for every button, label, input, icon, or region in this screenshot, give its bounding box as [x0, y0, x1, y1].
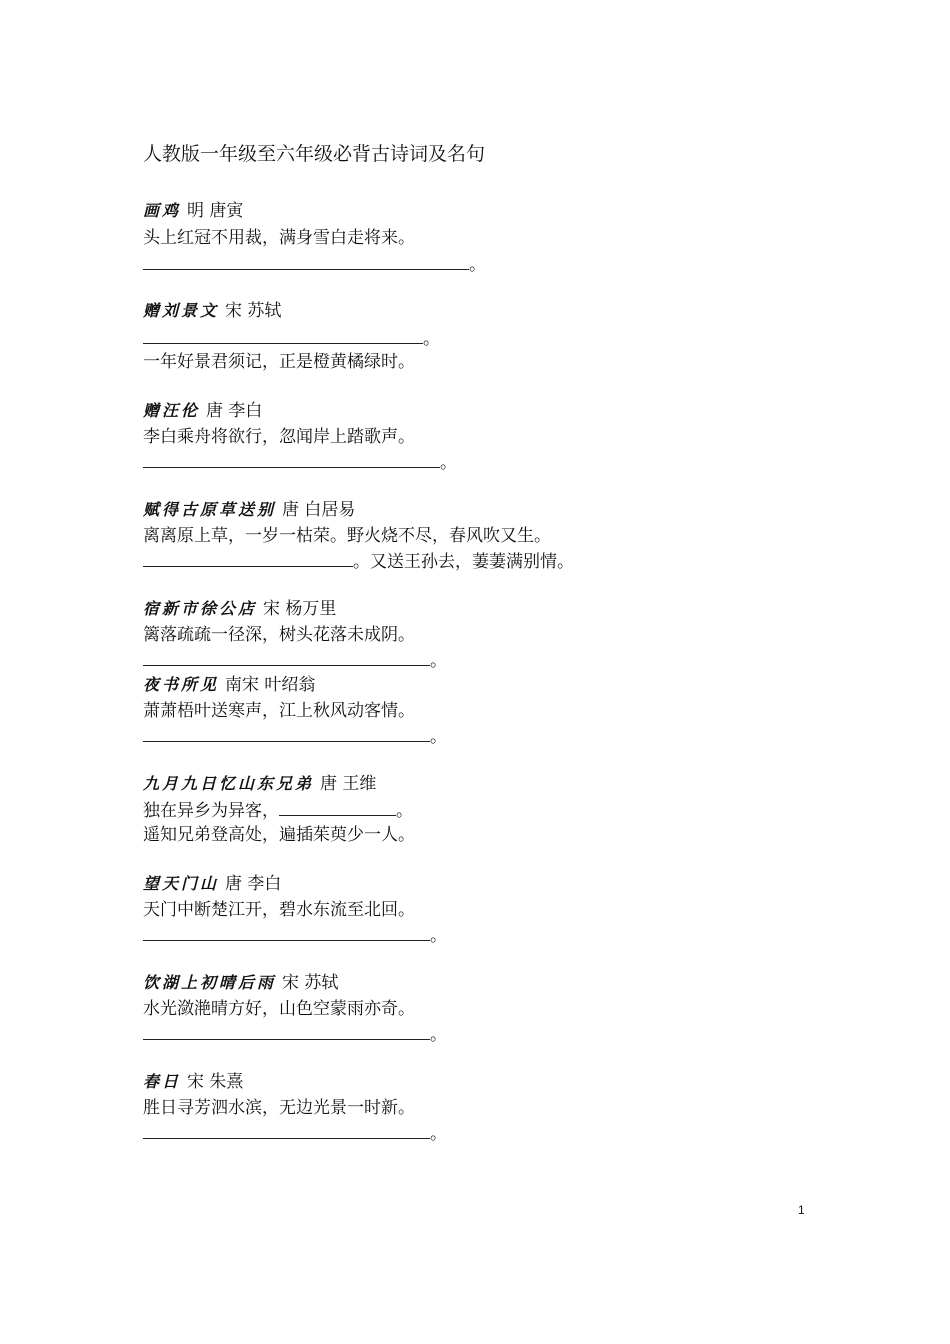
poem-title: 宿新市徐公店 — [143, 599, 258, 618]
poem-title: 饮湖上初晴后雨 — [143, 973, 277, 992]
line-end: 。 — [430, 1025, 447, 1045]
line-end: 。 — [396, 801, 413, 821]
poem-line: 水光潋滟晴方好，山色空蒙雨亦奇。 — [143, 999, 415, 1019]
line-end: 。又送王孙去，萋萋满别情。 — [353, 552, 574, 572]
fill-in-line — [143, 924, 447, 947]
line-end: 。 — [430, 651, 447, 671]
poem-line: 遥知兄弟登高处，遍插茱萸少一人。 — [143, 825, 415, 845]
poem-heading — [143, 1071, 243, 1093]
poem-heading — [143, 300, 281, 322]
poem-heading — [143, 773, 376, 795]
poem-title: 赋得古原草送别 — [143, 500, 277, 519]
poem-line: 胜日寻芳泗水滨，无边光景一时新。 — [143, 1098, 415, 1118]
line-end: 。 — [440, 453, 457, 473]
poem-author: 宋 杨万里 — [263, 599, 337, 619]
answer-blank[interactable] — [143, 725, 430, 742]
poem-author: 宋 朱熹 — [187, 1072, 244, 1092]
poem-title: 赠刘景文 — [143, 301, 220, 320]
answer-blank[interactable] — [279, 799, 396, 816]
page-number: 1 — [798, 1203, 805, 1217]
line-end: 。 — [423, 329, 440, 349]
fill-in-line — [143, 253, 486, 276]
answer-blank[interactable] — [143, 253, 469, 270]
poem-title: 春日 — [143, 1072, 182, 1091]
poem-title: 望天门山 — [143, 874, 220, 893]
poem-author: 唐 李白 — [225, 874, 282, 894]
poem-title: 赠汪伦 — [143, 401, 201, 420]
answer-blank[interactable] — [143, 451, 440, 468]
poem-line: 篱落疏疏一径深，树头花落未成阴。 — [143, 625, 415, 645]
line-end: 。 — [469, 255, 486, 275]
poem-line: 头上红冠不用裁，满身雪白走将来。 — [143, 228, 415, 248]
poem-author: 宋 苏轼 — [225, 301, 282, 321]
answer-blank[interactable] — [143, 550, 353, 567]
poem-heading — [143, 674, 315, 696]
answer-blank[interactable] — [143, 1023, 430, 1040]
answer-blank[interactable] — [143, 649, 430, 666]
poem-title: 画鸡 — [143, 201, 182, 220]
poem-line: 天门中断楚江开，碧水东流至北回。 — [143, 900, 415, 920]
poem-heading — [143, 400, 262, 422]
poem-line: 萧萧梧叶送寒声，江上秋风动客情。 — [143, 701, 415, 721]
fill-in-line — [143, 799, 413, 822]
poem-author: 唐 王维 — [320, 774, 377, 794]
poem-heading — [143, 598, 336, 620]
poem-line: 独在异乡为异客， — [143, 801, 279, 821]
fill-in-line — [143, 327, 440, 350]
fill-in-line — [143, 1122, 447, 1145]
fill-in-line — [143, 550, 574, 573]
fill-in-line — [143, 1023, 447, 1046]
poem-heading — [143, 972, 338, 994]
poem-author: 宋 苏轼 — [282, 973, 339, 993]
poem-heading — [143, 200, 243, 222]
poem-author: 唐 白居易 — [282, 500, 356, 520]
answer-blank[interactable] — [143, 924, 430, 941]
poem-line: 离离原上草，一岁一枯荣。野火烧不尽，春风吹又生。 — [143, 526, 551, 546]
fill-in-line — [143, 725, 447, 748]
poem-line: 李白乘舟将欲行，忽闻岸上踏歌声。 — [143, 427, 415, 447]
fill-in-line — [143, 451, 457, 474]
poem-heading — [143, 873, 281, 895]
fill-in-line — [143, 649, 447, 672]
poem-heading — [143, 499, 355, 521]
poem-title: 九月九日忆山东兄弟 — [143, 774, 315, 793]
line-end: 。 — [430, 926, 447, 946]
poem-title: 夜书所见 — [143, 675, 220, 694]
page-title: 人教版一年级至六年级必背古诗词及名句 — [143, 143, 486, 165]
poem-author: 明 唐寅 — [187, 201, 244, 221]
poem-author: 南宋 叶绍翁 — [225, 675, 316, 695]
poem-line: 一年好景君须记，正是橙黄橘绿时。 — [143, 352, 415, 372]
answer-blank[interactable] — [143, 327, 423, 344]
poem-author: 唐 李白 — [206, 401, 263, 421]
answer-blank[interactable] — [143, 1122, 430, 1139]
line-end: 。 — [430, 1124, 447, 1144]
line-end: 。 — [430, 727, 447, 747]
